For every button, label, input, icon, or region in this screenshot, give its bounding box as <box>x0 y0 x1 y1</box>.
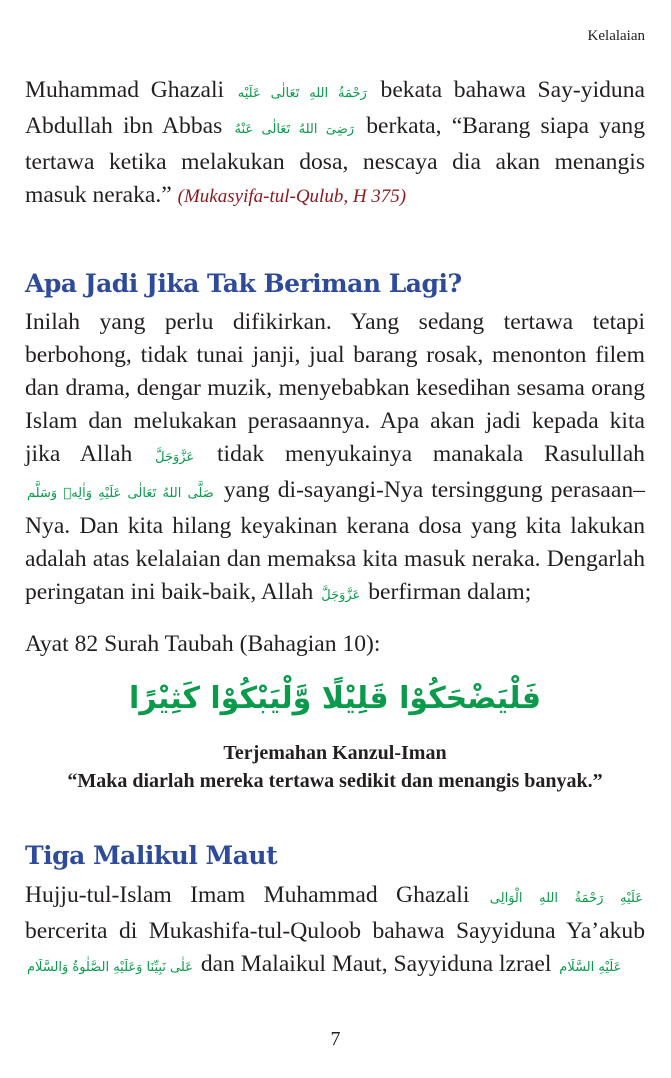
text-segment: yang di-sayangi-Nya tersinggung perasaan–Nya. Dan kita hilang keyakinan kerana dosa yang kita lakukan adalah atas kelalaian dan memaksa kita masuk neraka. Dengarlah peringatan ini baik-baik, Allah <box>25 477 645 605</box>
text-segment: bekata bahawa Say-yiduna Abdullah ibn Abbas <box>25 77 645 139</box>
arabic-honorific: عَزَّوَجَلَّ <box>321 588 361 603</box>
ayat-label: Ayat 82 Surah Taubah (Bahagian 10): <box>25 631 381 657</box>
citation: (Mukasyifa-tul-Qulub, H 375) <box>177 186 407 207</box>
section-heading-tiga-malikul-maut: Tiga Malikul Maut <box>25 841 278 870</box>
section-heading-apa-jadi: Apa Jadi Jika Tak Beriman Lagi? <box>25 269 462 298</box>
text-segment: berfirman dalam; <box>368 579 532 605</box>
arabic-honorific: عَلَيْهِ السَّلَام <box>559 960 622 975</box>
page-number: 7 <box>330 1028 341 1050</box>
paragraph-tiga-malikul-maut <box>25 879 645 984</box>
paragraph-ghazali-quote <box>25 74 645 213</box>
text-segment: Inilah yang perlu difikirkan. Yang sedang tertawa tetapi berbohong, tidak tunai janji, jual barang rosak, menonton filem dan drama, dengar muzik, menyebabkan kesedihan sesama orang Islam dan melukakan perasaannya. Apa akan jadi kepada kita jika Allah <box>25 309 645 467</box>
text-segment: berkata, “Barang siapa yang tertawa ketika melakukan dosa, nescaya dia akan menangis masuk neraka.” <box>25 113 645 208</box>
arabic-honorific: عَزَّوَجَلَّ <box>155 450 195 465</box>
arabic-honorific: رَحْمَةُ اللهِ تَعَالٰی عَلَيْه <box>237 86 367 101</box>
page-content <box>25 74 645 984</box>
running-header: Kelalaian <box>587 28 645 44</box>
translation-text: “Maka diarlah mereka tertawa sedikit dan menangis banyak.” <box>67 770 603 792</box>
quran-verse: فَلْيَضْحَكُوْا قَلِيْلًا وَّلْيَبْكُوْا كَثِيْرًا <box>129 681 541 716</box>
paragraph-apa-jadi <box>25 306 645 612</box>
arabic-honorific: صَلَّى اللهُ تَعَالٰی عَلَيْهِ وَاٰلِهٖ وَسَلَّم <box>27 486 214 501</box>
arabic-honorific: عَلَيْهِ رَحْمَةُ اللهِ الْوَالِی <box>489 891 643 906</box>
arabic-honorific: عَلٰی نَبِيِّنَا وَعَلَيْهِ الصَّلٰوةُ وَالسَّلَام <box>27 960 193 975</box>
text-segment: tidak menyukainya manakala Rasulullah <box>216 441 645 467</box>
text-segment: Hujju-tul-Islam Imam Muhammad Ghazali <box>25 882 470 908</box>
text-segment: bercerita di Mukashifa-tul-Quloob bahawa Sayyiduna Ya’akub <box>25 918 645 944</box>
text-segment: Muhammad Ghazali <box>25 77 225 103</box>
arabic-honorific: رَضِیَ اللهُ تَعَالٰی عَنْهُ <box>234 122 355 137</box>
text-segment: dan Malaikul Maut, Sayyiduna lzrael <box>200 951 552 977</box>
translation-title: Terjemahan Kanzul-Iman <box>223 742 447 764</box>
